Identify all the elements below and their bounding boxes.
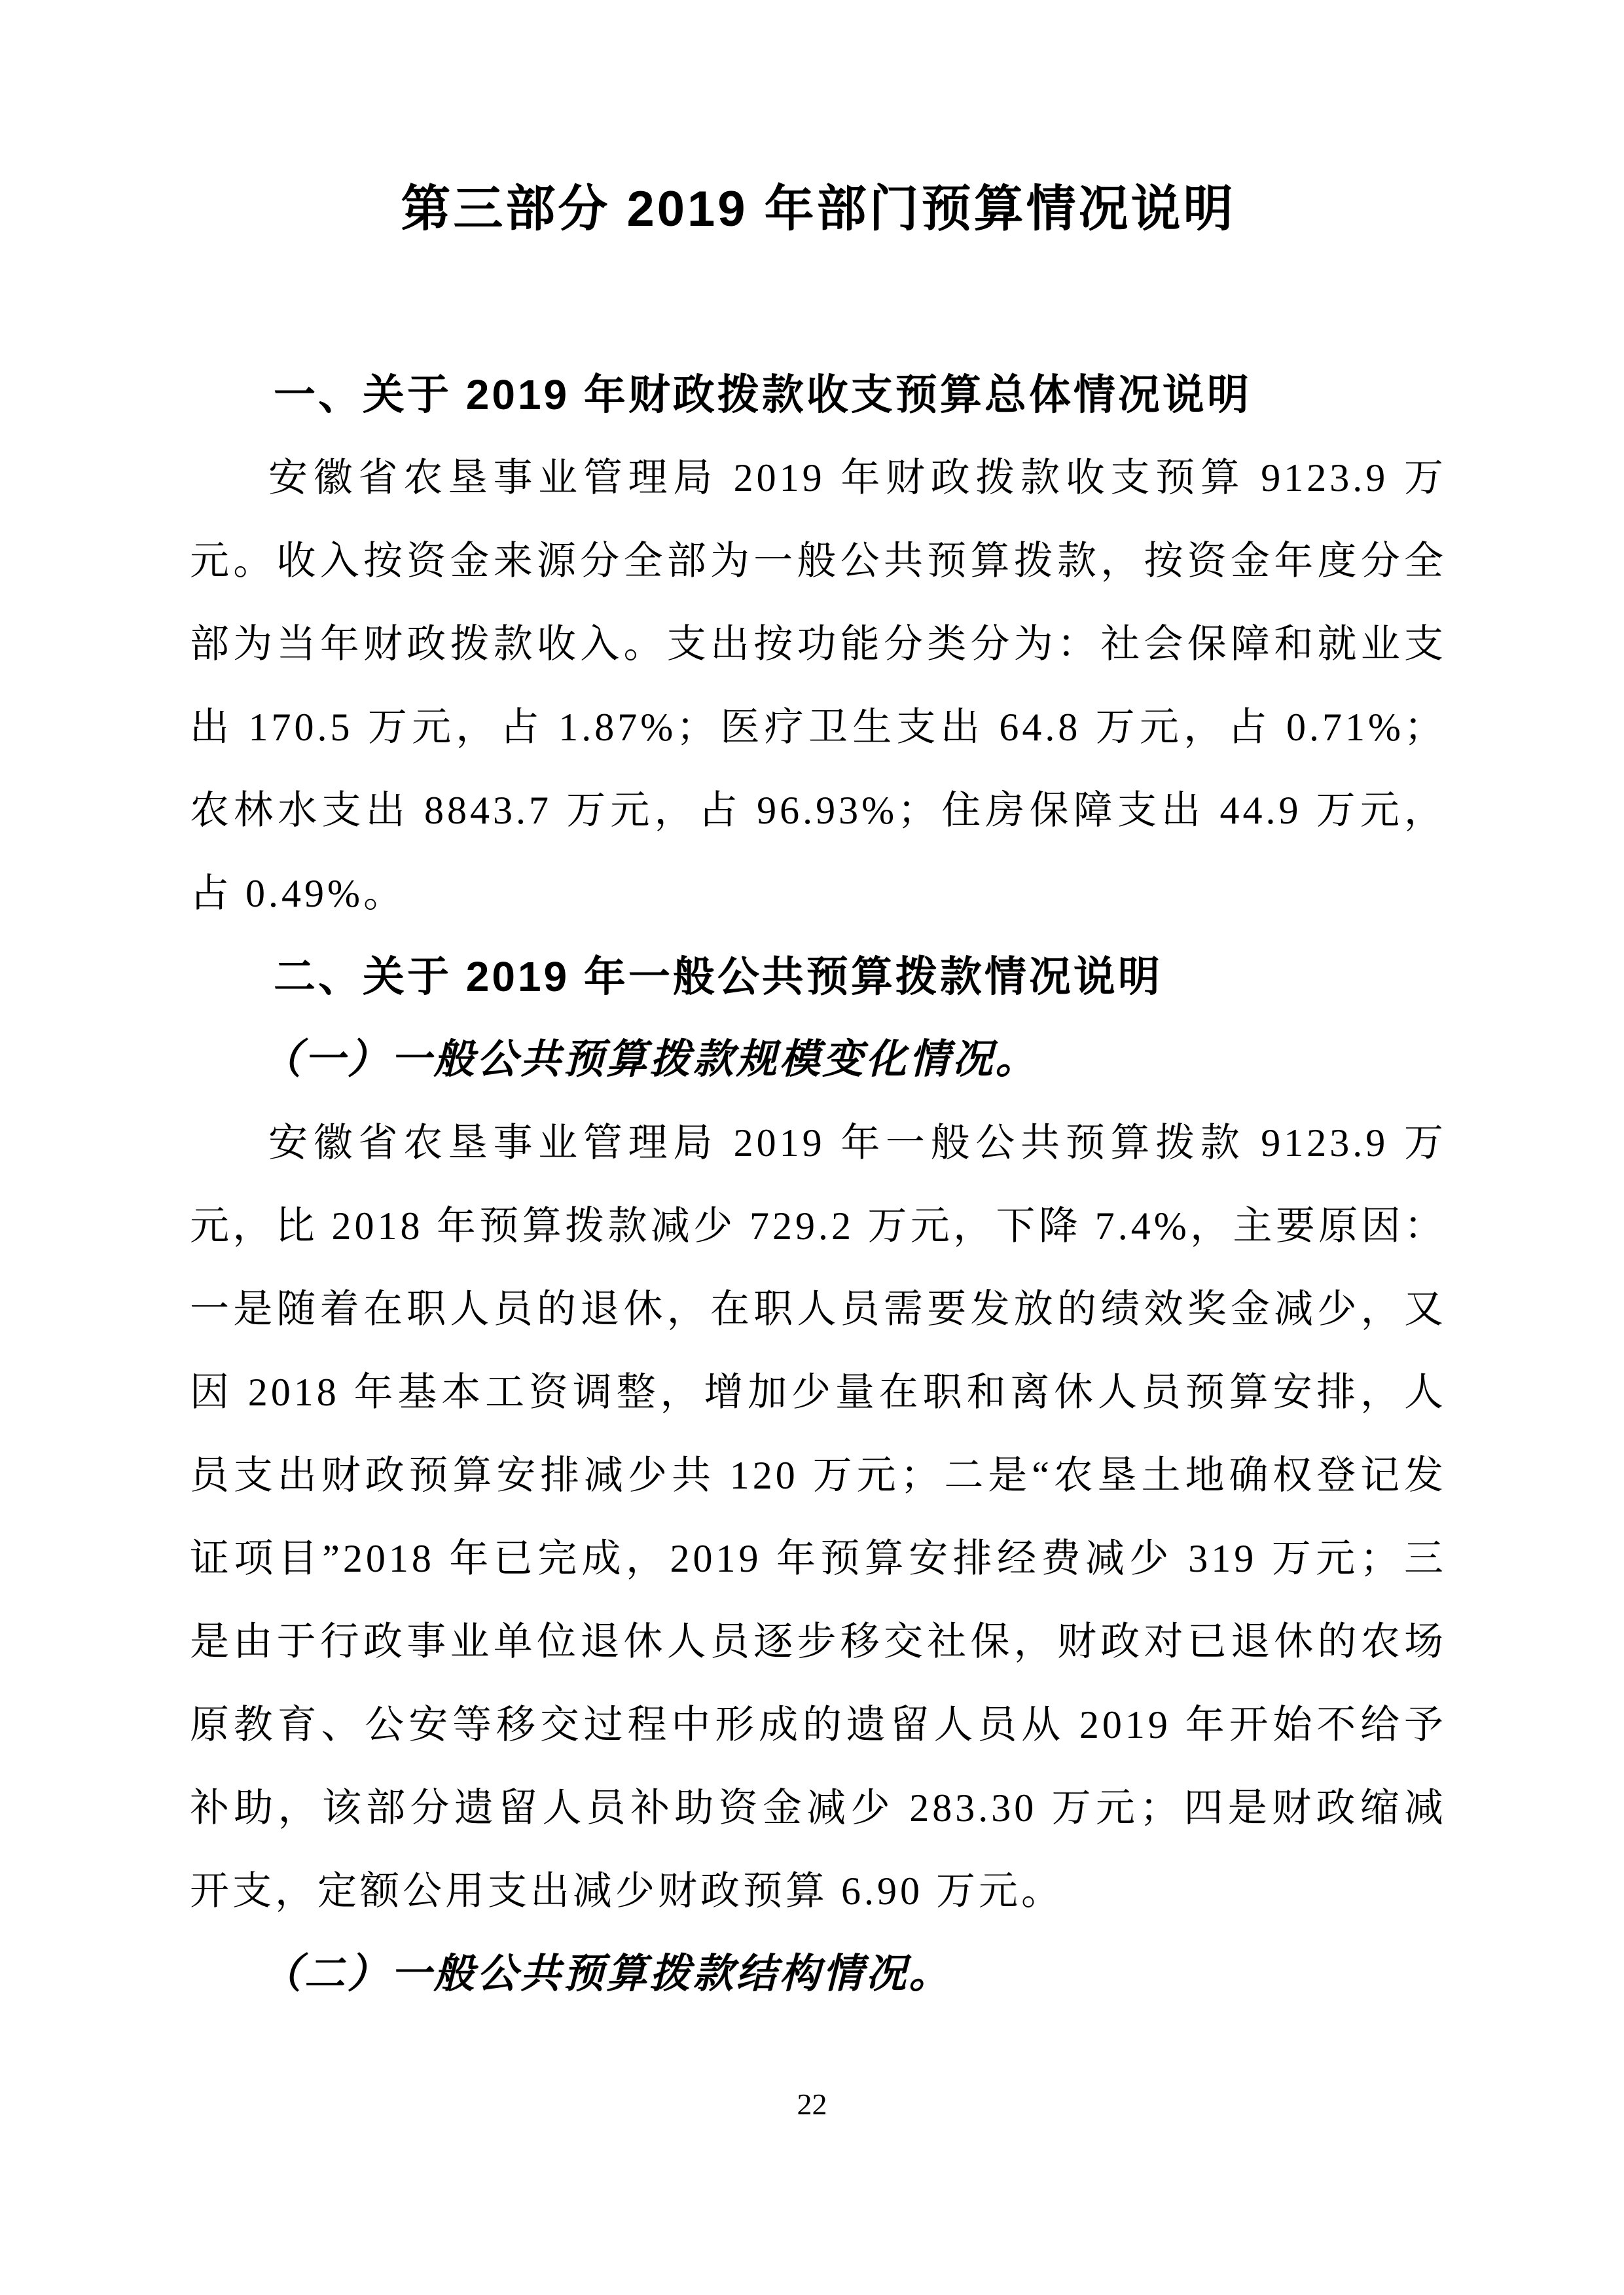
subsection-2-heading: （二）一般公共预算拨款结构情况。 [261, 1952, 952, 1997]
page-title: 第三部分 2019 年部门预算情况说明 [401, 181, 1236, 237]
section-1-heading: 一、关于 2019 年财政拨款收支预算总体情况说明 [274, 371, 1252, 418]
document-body [190, 353, 1447, 2016]
section-1-paragraph: 安徽省农垦事业管理局 2019 年财政拨款收支预算 9123.9 万元。收入按资金来源分全部为一般公共预算拨款，按资金年度分全部为当年财政拨款收入。支出按功能分类分为：社会保障和就业支出 170.5 万元，占 1.87%；医疗卫生支出 64.8 万元，占 0.71%；农林水支出 8843.7 万元，占 96.93%；住房保障支出 44.9 万元，占 0.49%。 [190, 456, 1447, 915]
subsection-1-heading: （一）一般公共预算拨款规模变化情况。 [261, 1038, 1039, 1082]
section-2-heading: 二、关于 2019 年一般公共预算拨款情况说明 [274, 953, 1163, 1000]
page-number: 22 [797, 2087, 827, 2121]
subsection-1-paragraph: 安徽省农垦事业管理局 2019 年一般公共预算拨款 9123.9 万元，比 2018 年预算拨款减少 729.2 万元，下降 7.4%，主要原因：一是随着在职人员的退休，在职人员需要发放的绩效奖金减少，又因 2018 年基本工资调整，增加少量在职和离休人员预算安排，人员支出财政预算安排减少共 120 万元；二是“农垦土地确权登记发证项目”2018 年已完成，2019 年预算安排经费减少 319 万元；三是由于行政事业单位退休人员逐步移交社保，财政对已退休的农场原教育、公安等移交过程中形成的遗留人员从 2019 年开始不给予补助，该部分遗留人员补助资金减少 283.30 万元；四是财政缩减开支，定额公用支出减少财政预算 6.90 万元。 [190, 1121, 1447, 1913]
